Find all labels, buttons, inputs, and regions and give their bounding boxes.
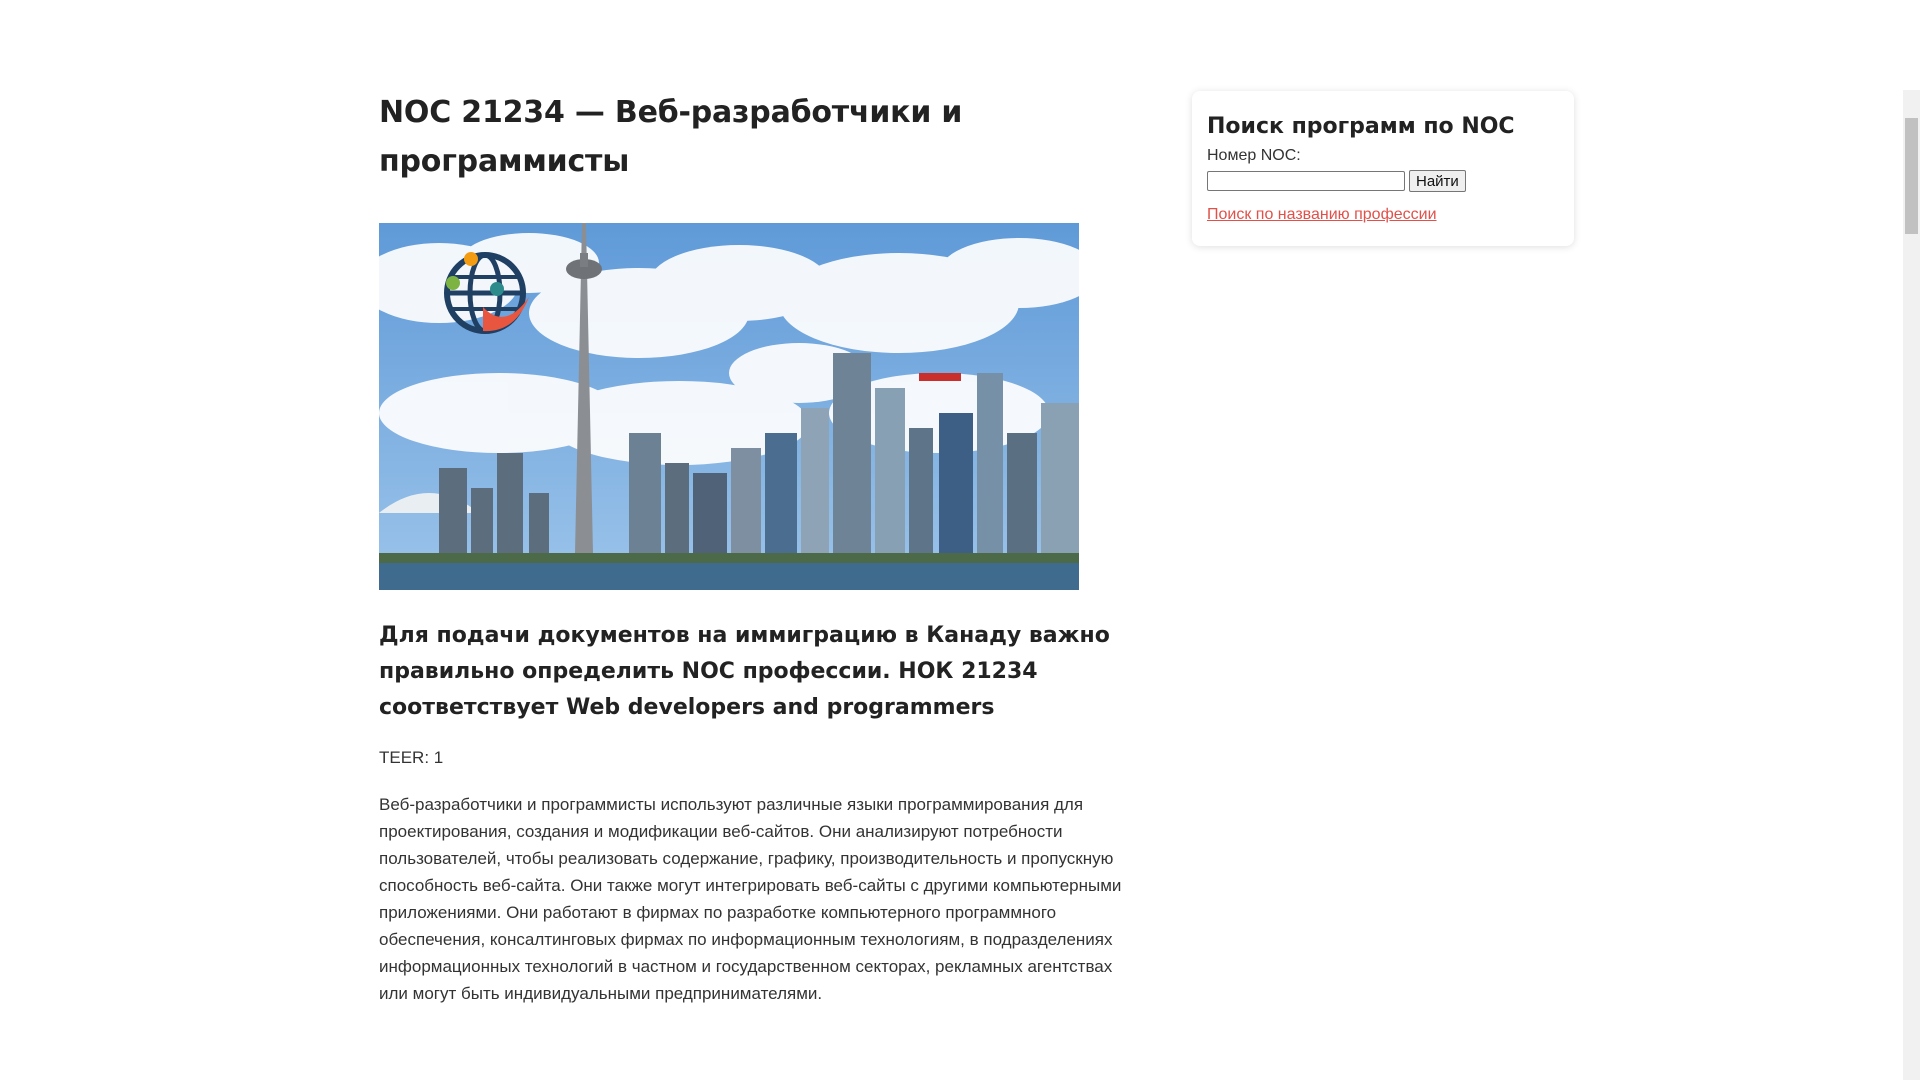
search-row	[1207, 170, 1559, 192]
teer-level: TEER: 1	[379, 748, 444, 767]
noc-number-input[interactable]	[1207, 171, 1405, 191]
noc-number-label: Номер NOC:	[1207, 147, 1301, 164]
page-title: NOC 21234 — Веб-разработчики и программисты	[379, 95, 963, 179]
search-by-profession-link[interactable]: Поиск по названию профессии	[1207, 206, 1437, 223]
widget-title: Поиск программ по NOC	[1207, 114, 1515, 139]
occupation-description: Веб-разработчики и программисты используют различные языки программирования для проектирования, создания и модификации веб-сайтов. Они анализируют потребности пользователей, чтобы реализовать содержание, графику, производительность и пропускную способность веб-сайта. Они также могут интегрировать веб-сайты с другими компьютерными приложениями. Они работают в фирмах по разработке компьютерного программного обеспечения, консалтинговых фирмах по информационным технологиям, в подразделениях информационных технологий в частном и государственном секторах, рекламных агентствах или могут быть индивидуальными предпринимателями.	[379, 795, 1122, 1003]
scrollbar-thumb[interactable]	[1905, 118, 1918, 234]
main-content	[379, 88, 1139, 1003]
hero-image	[379, 223, 1079, 590]
intro-subheading: Для подачи документов на иммиграцию в Канаду важно правильно определить NOC профессии. НОК 21234 соответствует Web developers and programmers	[379, 623, 1110, 720]
find-button[interactable]: Найти	[1409, 170, 1466, 192]
page-scrollbar[interactable]	[1903, 90, 1920, 1080]
noc-search-widget	[1192, 91, 1574, 246]
